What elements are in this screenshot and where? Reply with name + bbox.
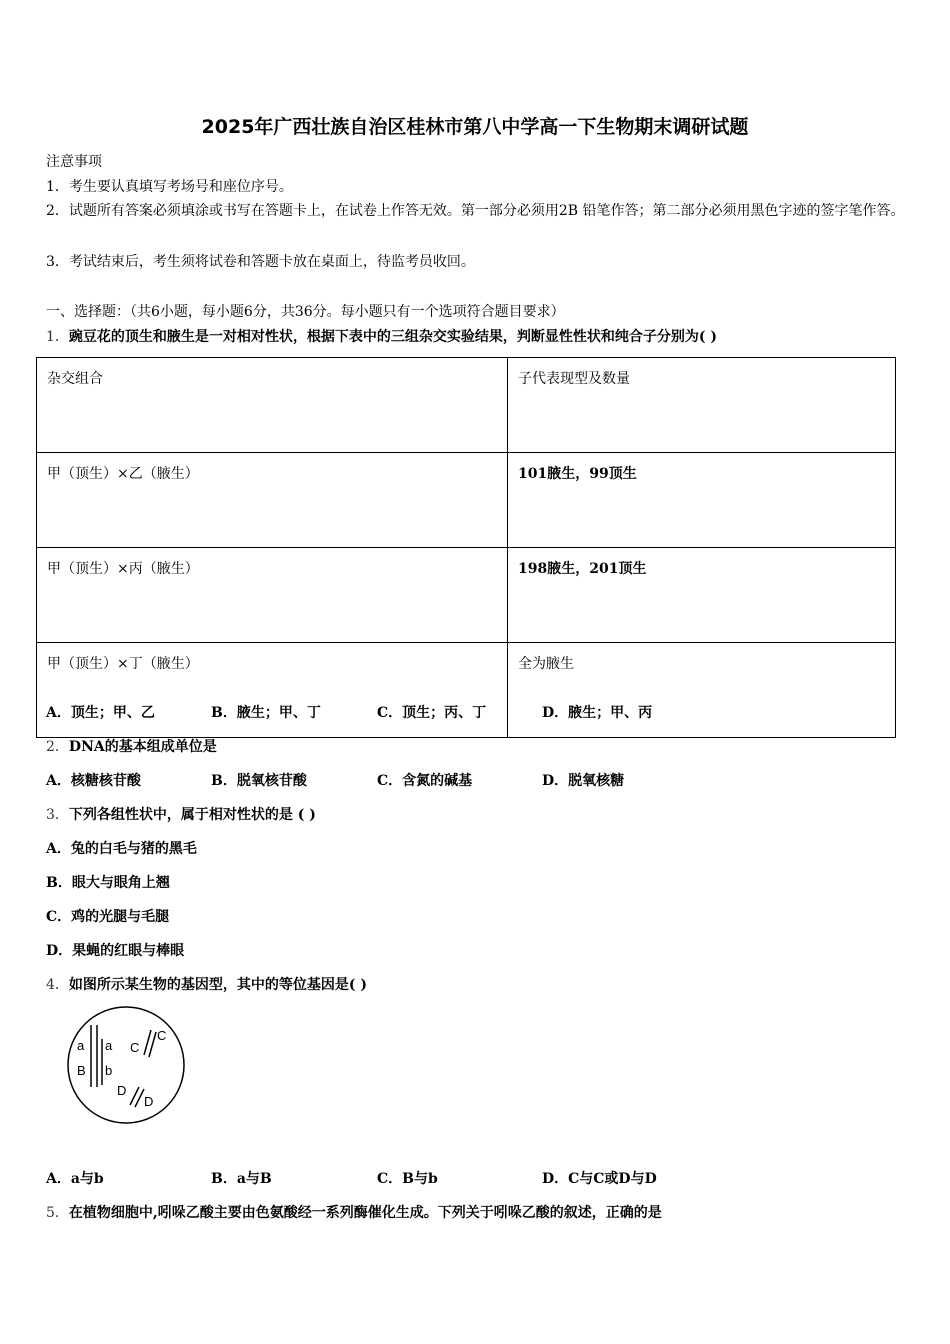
option-b[interactable]: B．a与B xyxy=(211,1171,272,1187)
notice-item-2: 2．试题所有答案必须填涂或书写在答题卡上，在试卷上作答无效。第一部分必须用2B 铅笔作答；第二部分必须用黑色字迹的签字笔作答。 xyxy=(46,203,905,219)
gene-label: C xyxy=(157,1028,167,1043)
gene-label: B xyxy=(77,1063,86,1078)
option-c[interactable]: C．顶生；丙、丁 xyxy=(377,705,487,721)
question-number: 5． xyxy=(46,1205,69,1221)
table-row xyxy=(37,643,896,738)
table-cell: 甲（顶生）×乙（腋生） xyxy=(37,453,508,548)
option-b[interactable]: B．脱氧核苷酸 xyxy=(211,773,307,789)
table-cell: 全为腋生 xyxy=(508,643,896,738)
question-text: 在植物细胞中,吲哚乙酸主要由色氨酸经一系列酶催化生成。下列关于吲哚乙酸的叙述，正确的是 xyxy=(68,1205,662,1221)
option-c[interactable]: C．B与b xyxy=(377,1171,438,1187)
question-number: 1． xyxy=(46,329,69,345)
page-title: 2025年广西壮族自治区桂林市第八中学高一下生物期末调研试题 xyxy=(201,116,749,138)
gene-label: D xyxy=(144,1094,154,1109)
option-a[interactable]: A．核糖核苷酸 xyxy=(46,773,141,789)
option-b[interactable]: B．腋生；甲、丁 xyxy=(211,705,321,721)
question-1 xyxy=(46,326,717,346)
cell-genotype-figure xyxy=(64,1005,188,1129)
gene-label: C xyxy=(130,1040,140,1055)
question-number: 2． xyxy=(46,739,69,755)
option-d[interactable]: D．C与C或D与D xyxy=(542,1171,657,1187)
question-3 xyxy=(46,804,316,824)
option-b[interactable]: B．眼大与眼角上翘 xyxy=(46,875,170,891)
table-cell: 甲（顶生）×丁（腋生） xyxy=(37,643,508,738)
notice-heading: 注意事项 xyxy=(46,154,102,170)
question-number: 3． xyxy=(46,807,69,823)
table-cell: 198腋生，201顶生 xyxy=(508,548,896,643)
gene-label: b xyxy=(105,1063,113,1078)
question-2 xyxy=(46,736,217,756)
section-heading: 一、选择题：（共6小题，每小题6分，共36分。每小题只有一个选项符合题目要求） xyxy=(46,304,565,320)
option-c[interactable]: C．鸡的光腿与毛腿 xyxy=(46,909,170,925)
option-c[interactable]: C．含氮的碱基 xyxy=(377,773,473,789)
notice-item-1: 1．考生要认真填写考场号和座位序号。 xyxy=(46,179,293,195)
question-text: DNA的基本组成单位是 xyxy=(68,739,217,755)
table-cell: 101腋生，99顶生 xyxy=(508,453,896,548)
option-a[interactable]: A．兔的白毛与猪的黑毛 xyxy=(46,841,197,857)
table-header-cell: 子代表现型及数量 xyxy=(508,358,896,453)
table-header-cell: 杂交组合 xyxy=(37,358,508,453)
table-row xyxy=(37,548,896,643)
option-a[interactable]: A．顶生；甲、乙 xyxy=(46,705,155,721)
gene-label: a xyxy=(105,1038,113,1053)
table-cell: 甲（顶生）×丙（腋生） xyxy=(37,548,508,643)
option-d[interactable]: D．脱氧核糖 xyxy=(542,773,625,789)
question-5 xyxy=(46,1202,662,1222)
notice-item-3: 3．考试结束后，考生须将试卷和答题卡放在桌面上，待监考员收回。 xyxy=(46,254,475,270)
question-text: 豌豆花的顶生和腋生是一对相对性状，根据下表中的三组杂交实验结果，判断显性性状和纯合子分别为( ) xyxy=(68,329,718,345)
question-text: 如图所示某生物的基因型，其中的等位基因是( ) xyxy=(68,977,368,993)
cross-table xyxy=(36,357,896,738)
option-a[interactable]: A．a与b xyxy=(46,1171,104,1187)
table-header-row xyxy=(37,358,896,453)
option-d[interactable]: D．腋生；甲、丙 xyxy=(542,705,653,721)
question-number: 4． xyxy=(46,977,69,993)
question-text: 下列各组性状中，属于相对性状的是 ( ) xyxy=(68,807,316,823)
gene-label: a xyxy=(77,1038,85,1053)
table-row xyxy=(37,453,896,548)
option-d[interactable]: D．果蝇的红眼与棒眼 xyxy=(46,943,185,959)
gene-label: D xyxy=(117,1083,127,1098)
question-4 xyxy=(46,974,367,994)
